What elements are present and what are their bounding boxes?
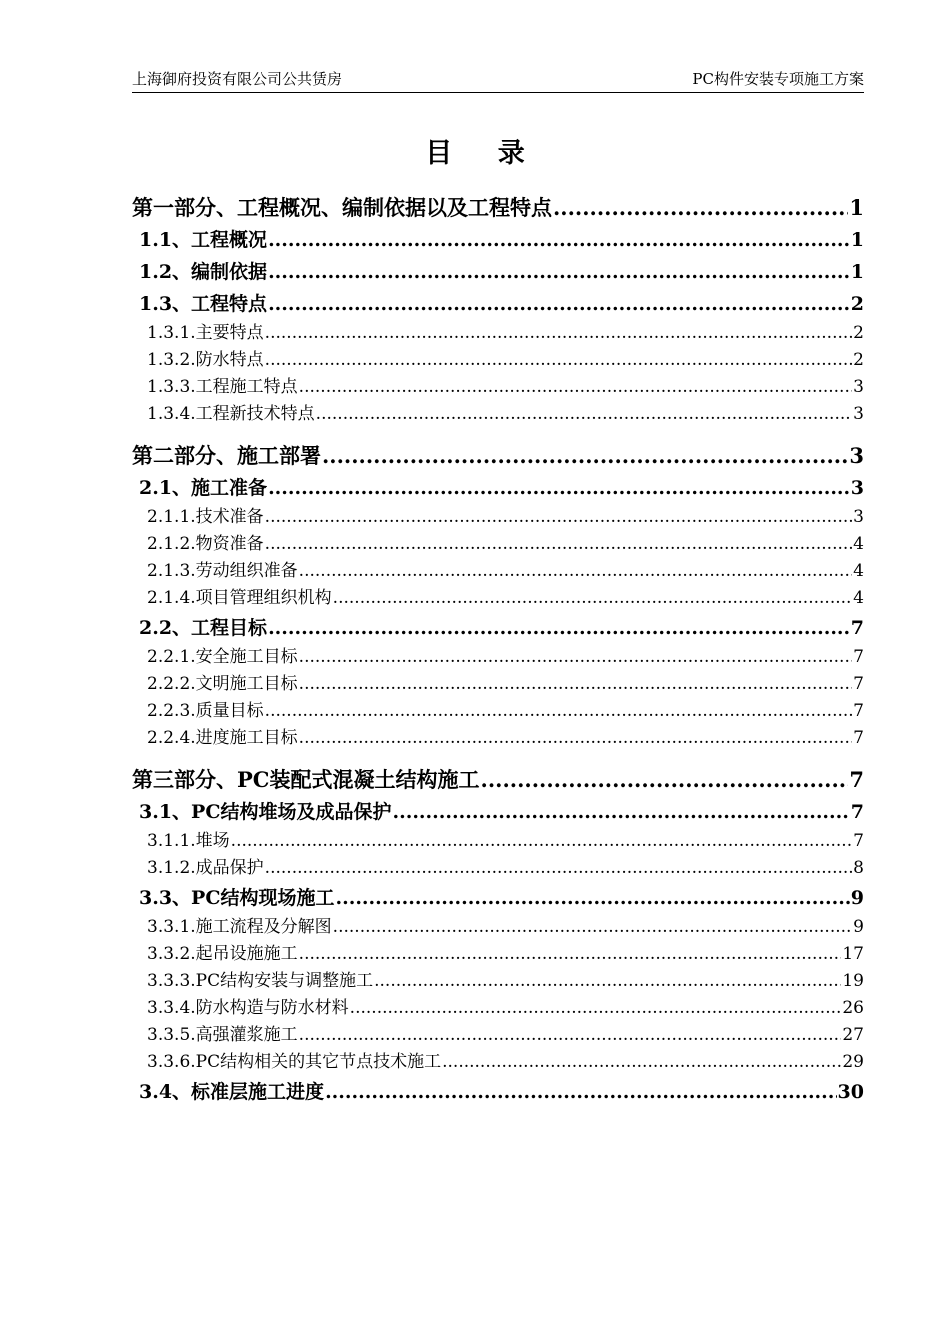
toc-entry-level3[interactable] bbox=[132, 855, 864, 882]
toc-gap bbox=[132, 752, 864, 764]
toc-leader-dots bbox=[268, 224, 850, 256]
toc-leader-dots bbox=[335, 882, 849, 914]
toc-page-number: 2 bbox=[853, 323, 864, 343]
toc-entry-label: 3.1、PC结构堆场及成品保护 bbox=[139, 801, 392, 823]
toc-entry-label: 第一部分、工程概况、编制依据以及工程特点 bbox=[132, 195, 552, 220]
toc-entry-level2[interactable] bbox=[132, 882, 864, 914]
toc-entry-level2[interactable] bbox=[132, 256, 864, 288]
toc-entry-level3[interactable] bbox=[132, 725, 864, 752]
toc-leader-dots bbox=[325, 1076, 836, 1108]
toc-page-number: 3 bbox=[850, 477, 864, 499]
toc-page-number: 7 bbox=[853, 674, 864, 694]
toc-entry-label: 2.1.2.物资准备 bbox=[147, 534, 264, 554]
toc-entry-level2[interactable] bbox=[132, 288, 864, 320]
toc-entry-level3[interactable] bbox=[132, 1049, 864, 1076]
toc-entry-label: 1.3.4.工程新技术特点 bbox=[147, 404, 315, 424]
toc-entry-level2[interactable] bbox=[132, 1076, 864, 1108]
toc-entry-level1[interactable] bbox=[132, 440, 864, 472]
toc-entry-level3[interactable] bbox=[132, 995, 864, 1022]
toc-entry-label: 3.3.3.PC结构安装与调整施工 bbox=[147, 971, 374, 991]
toc-entry-level3[interactable] bbox=[132, 320, 864, 347]
page-header bbox=[132, 66, 864, 93]
toc-entry-label: 第三部分、PC装配式混凝土结构施工 bbox=[132, 767, 480, 792]
toc-entry-level3[interactable] bbox=[132, 671, 864, 698]
toc-entry-level2[interactable] bbox=[132, 796, 864, 828]
toc-leader-dots bbox=[316, 401, 853, 428]
toc-leader-dots bbox=[268, 256, 850, 288]
toc-entry-label: 3.4、标准层施工进度 bbox=[139, 1081, 325, 1103]
toc-leader-dots bbox=[268, 612, 850, 644]
toc-leader-dots bbox=[231, 828, 853, 855]
toc-entry-label: 3.1.2.成品保护 bbox=[147, 858, 264, 878]
toc-page-number: 7 bbox=[849, 767, 864, 792]
toc-entry-label: 3.3.5.高强灌浆施工 bbox=[147, 1025, 298, 1045]
toc-entry-level3[interactable] bbox=[132, 698, 864, 725]
header-left-text: 上海御府投资有限公司公共赁房 bbox=[132, 70, 343, 88]
toc-page-number: 2 bbox=[850, 293, 864, 315]
toc-entry-level3[interactable] bbox=[132, 531, 864, 558]
toc-entry-label: 2.2.4.进度施工目标 bbox=[147, 728, 298, 748]
toc-leader-dots bbox=[265, 855, 853, 882]
toc-entry-level3[interactable] bbox=[132, 828, 864, 855]
toc-leader-dots bbox=[374, 968, 841, 995]
toc-page-number: 3 bbox=[853, 377, 864, 397]
toc-page-number: 1 bbox=[849, 195, 864, 220]
toc-page-number: 26 bbox=[842, 998, 864, 1018]
toc-page-number: 7 bbox=[853, 831, 864, 851]
toc-entry-level2[interactable] bbox=[132, 472, 864, 504]
toc-page-number: 8 bbox=[853, 858, 864, 878]
toc-entry-level3[interactable] bbox=[132, 914, 864, 941]
toc-entry-level3[interactable] bbox=[132, 504, 864, 531]
toc-entry-label: 1.3、工程特点 bbox=[139, 293, 268, 315]
toc-page-number: 9 bbox=[850, 887, 864, 909]
toc-page-number: 2 bbox=[853, 350, 864, 370]
toc-page-number: 1 bbox=[850, 261, 864, 283]
toc-leader-dots bbox=[299, 1022, 842, 1049]
toc-entry-label: 3.3.2.起吊设施施工 bbox=[147, 944, 298, 964]
toc-entry-label: 1.1、工程概况 bbox=[139, 229, 268, 251]
toc-entry-label: 2.2、工程目标 bbox=[139, 617, 268, 639]
toc-entry-label: 2.2.3.质量目标 bbox=[147, 701, 264, 721]
toc-leader-dots bbox=[333, 914, 853, 941]
toc-entry-label: 1.3.3.工程施工特点 bbox=[147, 377, 298, 397]
toc-entry-label: 3.3.1.施工流程及分解图 bbox=[147, 917, 332, 937]
toc-page-number: 1 bbox=[850, 229, 864, 251]
toc-leader-dots bbox=[268, 472, 850, 504]
toc-page-number: 7 bbox=[850, 801, 864, 823]
toc-entry-label: 第二部分、施工部署 bbox=[132, 443, 321, 468]
toc-entry-label: 2.1.1.技术准备 bbox=[147, 507, 264, 527]
toc-leader-dots bbox=[265, 531, 853, 558]
toc-leader-dots bbox=[442, 1049, 841, 1076]
toc-leader-dots bbox=[481, 764, 849, 796]
toc-page-number: 4 bbox=[853, 534, 864, 554]
toc-page-number: 7 bbox=[853, 728, 864, 748]
toc-entry-level1[interactable] bbox=[132, 764, 864, 796]
toc-entry-level3[interactable] bbox=[132, 558, 864, 585]
page-title: 目 录 bbox=[425, 138, 543, 169]
toc-page-number: 27 bbox=[842, 1025, 864, 1045]
toc-entry-level3[interactable] bbox=[132, 968, 864, 995]
toc-entry-level3[interactable] bbox=[132, 401, 864, 428]
toc-page-number: 3 bbox=[853, 404, 864, 424]
toc-entry-label: 1.3.2.防水特点 bbox=[147, 350, 264, 370]
toc-entry-level3[interactable] bbox=[132, 347, 864, 374]
toc-entry-label: 2.1.4.项目管理组织机构 bbox=[147, 588, 332, 608]
toc-leader-dots bbox=[265, 320, 853, 347]
toc-leader-dots bbox=[322, 440, 848, 472]
toc-entry-label: 2.1、施工准备 bbox=[139, 477, 268, 499]
toc-entry-level3[interactable] bbox=[132, 941, 864, 968]
toc-entry-label: 3.3.6.PC结构相关的其它节点技术施工 bbox=[147, 1052, 442, 1072]
toc-leader-dots bbox=[299, 725, 853, 752]
toc-page-number: 30 bbox=[837, 1081, 864, 1103]
toc-page-number: 9 bbox=[853, 917, 864, 937]
toc-entry-level3[interactable] bbox=[132, 644, 864, 671]
toc-leader-dots bbox=[350, 995, 842, 1022]
toc-entry-level1[interactable] bbox=[132, 192, 864, 224]
toc-page-number: 7 bbox=[853, 647, 864, 667]
toc-entry-label: 1.2、编制依据 bbox=[139, 261, 268, 283]
toc-entry-label: 1.3.1.主要特点 bbox=[147, 323, 264, 343]
toc-leader-dots bbox=[268, 288, 850, 320]
toc-entry-level2[interactable] bbox=[132, 612, 864, 644]
toc-page-number: 17 bbox=[842, 944, 864, 964]
toc-page-number: 19 bbox=[842, 971, 864, 991]
toc-entry-level2[interactable] bbox=[132, 224, 864, 256]
toc-leader-dots bbox=[265, 698, 853, 725]
toc-entry-label: 3.1.1.堆场 bbox=[147, 831, 230, 851]
toc-leader-dots bbox=[299, 644, 853, 671]
toc-page-number: 4 bbox=[853, 588, 864, 608]
toc-page-number: 7 bbox=[850, 617, 864, 639]
toc-entry-label: 2.1.3.劳动组织准备 bbox=[147, 561, 298, 581]
toc-page-number: 3 bbox=[849, 443, 864, 468]
toc-entry-label: 3.3、PC结构现场施工 bbox=[139, 887, 335, 909]
toc-page-number: 4 bbox=[853, 561, 864, 581]
toc-page-number: 29 bbox=[842, 1052, 864, 1072]
toc-gap bbox=[132, 428, 864, 440]
toc-leader-dots bbox=[299, 374, 853, 401]
toc-entry-level3[interactable] bbox=[132, 585, 864, 612]
toc-leader-dots bbox=[392, 796, 849, 828]
header-right-text: PC构件安装专项施工方案 bbox=[692, 70, 864, 88]
toc-leader-dots bbox=[299, 941, 842, 968]
toc-leader-dots bbox=[299, 558, 853, 585]
toc-entry-label: 2.2.1.安全施工目标 bbox=[147, 647, 298, 667]
toc-entry-label: 2.2.2.文明施工目标 bbox=[147, 674, 298, 694]
toc-leader-dots bbox=[333, 585, 853, 612]
toc-page-number: 7 bbox=[853, 701, 864, 721]
toc-entry-level3[interactable] bbox=[132, 374, 864, 401]
toc-leader-dots bbox=[265, 504, 853, 531]
table-of-contents bbox=[132, 192, 864, 1108]
toc-entry-label: 3.3.4.防水构造与防水材料 bbox=[147, 998, 349, 1018]
toc-leader-dots bbox=[265, 347, 853, 374]
toc-leader-dots bbox=[299, 671, 853, 698]
toc-leader-dots bbox=[553, 192, 848, 224]
toc-entry-level3[interactable] bbox=[132, 1022, 864, 1049]
toc-page-number: 3 bbox=[853, 507, 864, 527]
